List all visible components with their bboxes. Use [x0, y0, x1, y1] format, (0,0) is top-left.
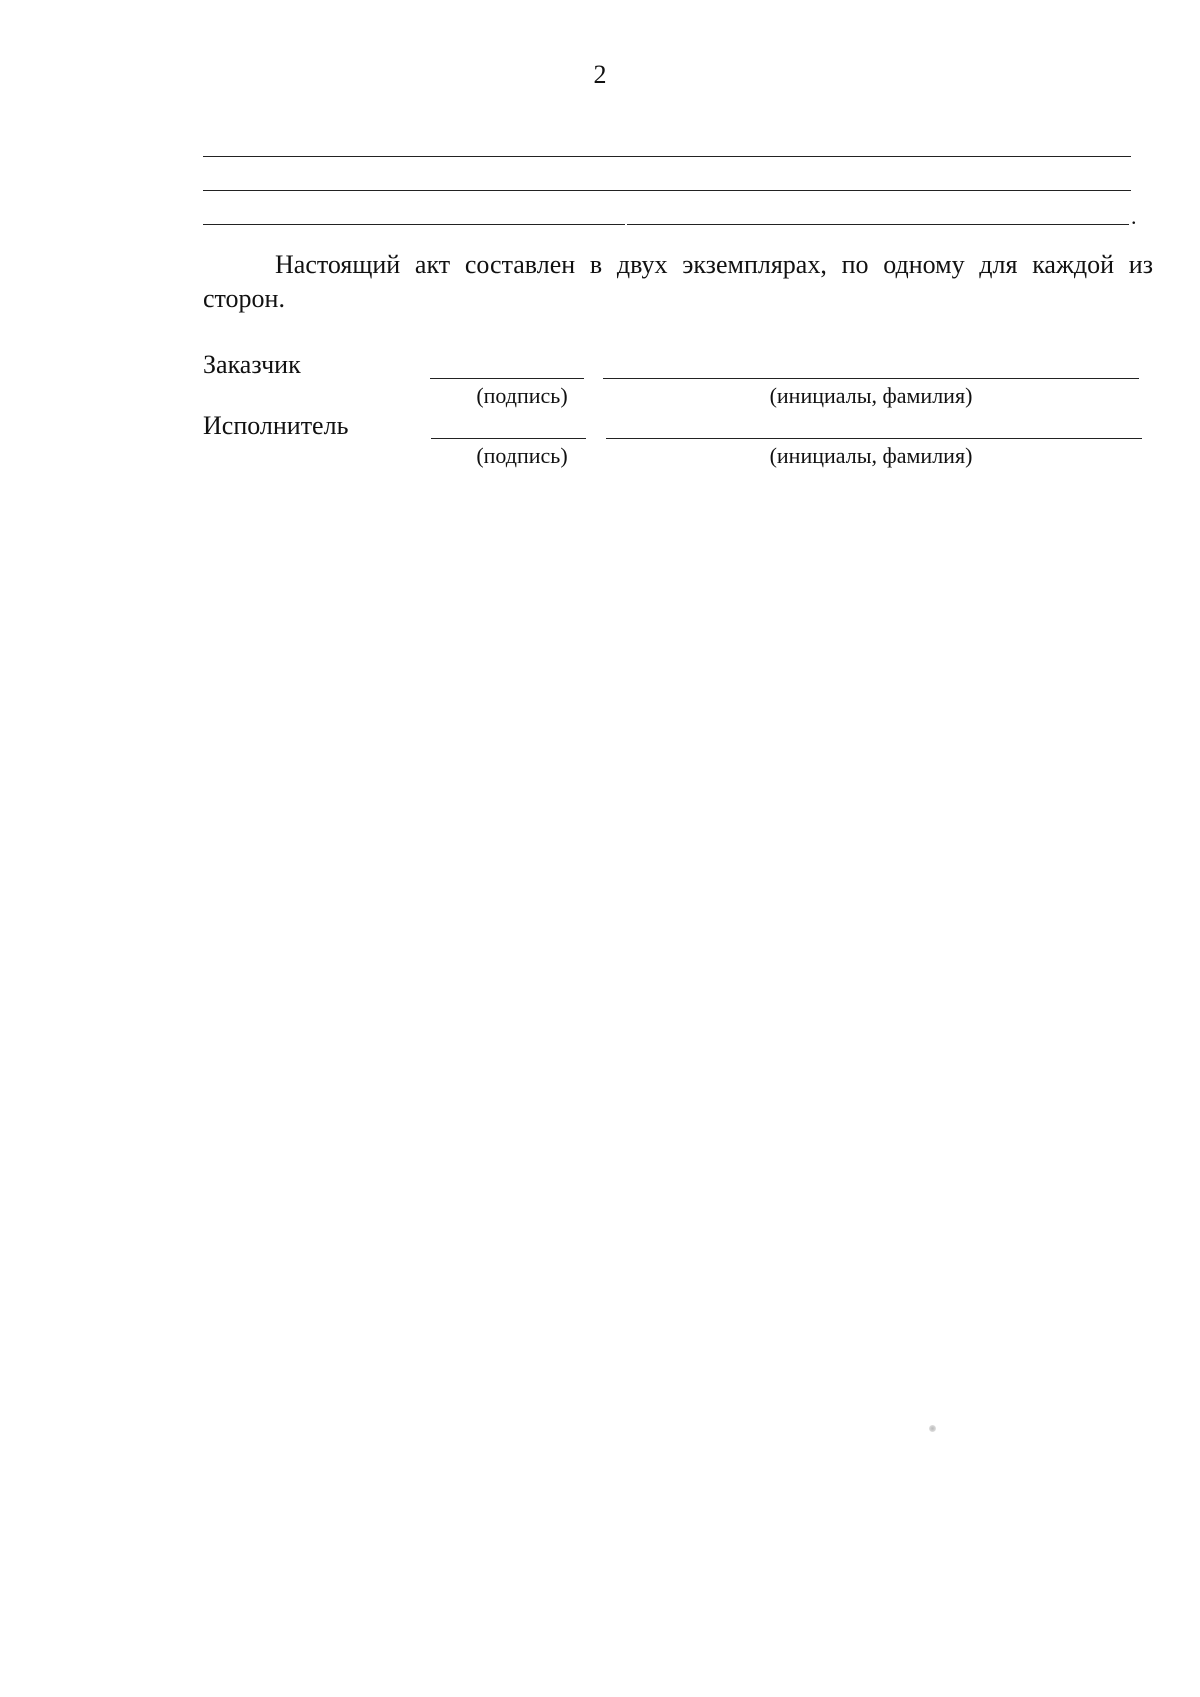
page-number: 2 — [593, 60, 607, 89]
blank-line-3a — [203, 224, 625, 225]
blank-line-3b — [627, 224, 1129, 225]
contractor-name-line — [606, 438, 1142, 439]
contractor-name-caption: (инициалы, фамилия) — [769, 443, 973, 468]
customer-signature-caption: (подпись) — [476, 383, 568, 408]
customer-label: Заказчик — [203, 350, 301, 379]
customer-signature-line — [430, 378, 584, 379]
blank-line-period: . — [1131, 204, 1137, 229]
contractor-signature-line — [431, 438, 586, 439]
scan-speck — [929, 1425, 936, 1432]
blank-line-1 — [203, 156, 1131, 157]
customer-name-line — [603, 378, 1139, 379]
customer-name-caption: (инициалы, фамилия) — [769, 383, 973, 408]
contractor-label: Исполнитель — [203, 411, 349, 440]
body-paragraph: Настоящий акт составлен в двух экземплярах, по одному для каждой из сторон. — [203, 250, 1153, 313]
contractor-signature-caption: (подпись) — [476, 443, 568, 468]
blank-line-2 — [203, 190, 1131, 191]
